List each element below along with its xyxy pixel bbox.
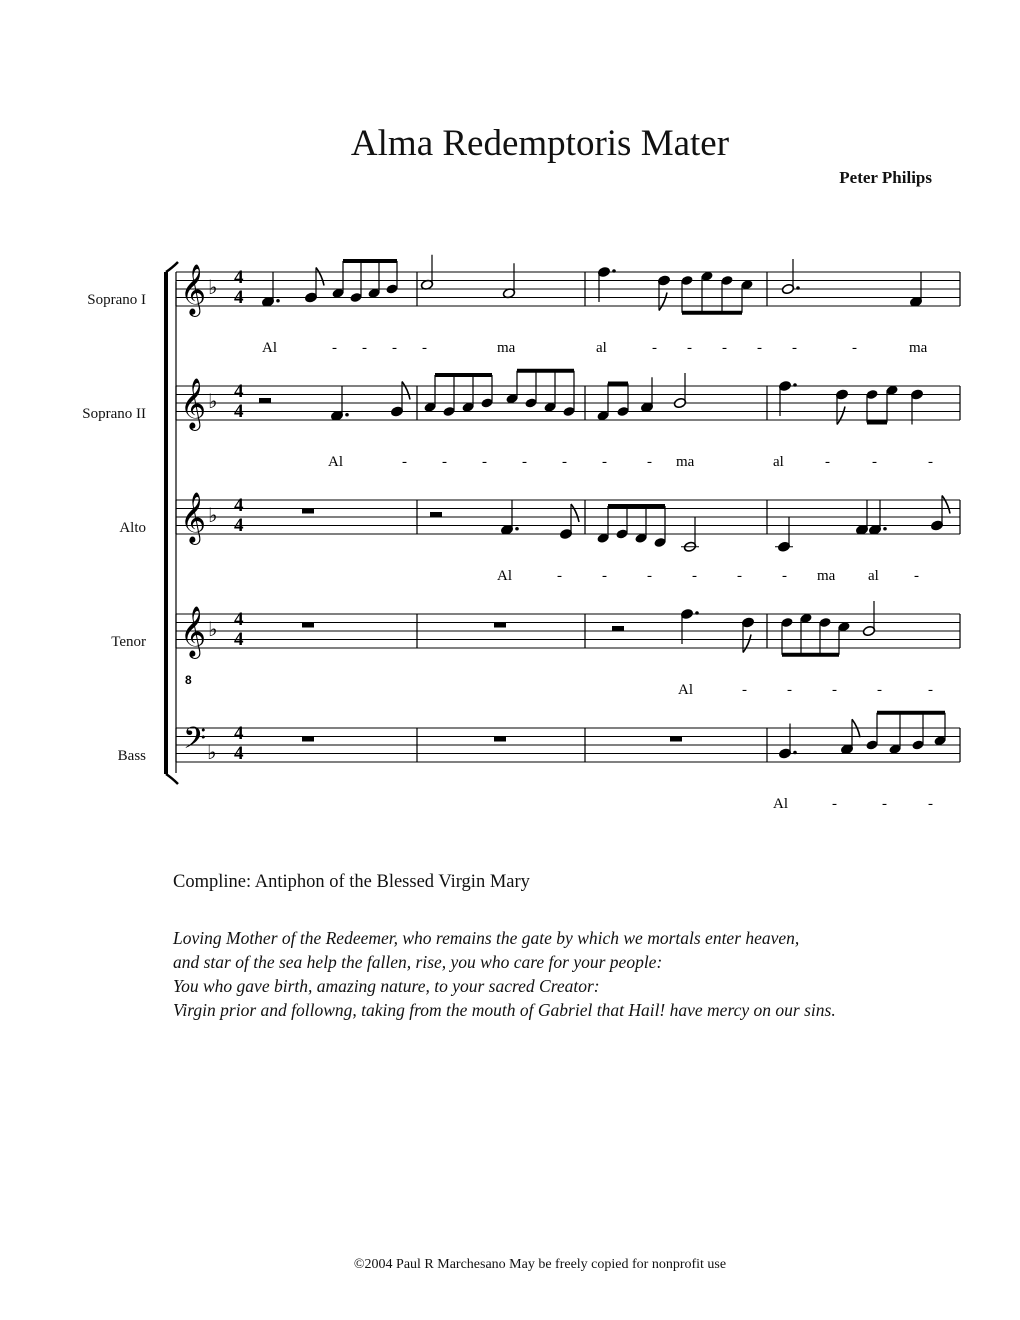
lyric: - [562, 454, 567, 470]
staff [176, 378, 960, 431]
lyric: - [877, 682, 882, 698]
half-rest [259, 398, 271, 403]
flag [942, 496, 950, 514]
key-flat-icon: ♭ [207, 740, 217, 764]
time-signatures [234, 267, 244, 764]
half-rest [430, 512, 442, 517]
lyric: - [792, 340, 797, 356]
staff [176, 722, 960, 764]
staff [176, 264, 960, 317]
lyric: - [557, 568, 562, 584]
lyric: - [737, 568, 742, 584]
key-flat-icon: ♭ [208, 389, 218, 413]
lyric: - [882, 796, 887, 812]
treble-clef-icon: 𝄞 [180, 264, 207, 315]
lyric: - [692, 568, 697, 584]
translation-line: You who gave birth, amazing nature, to your sacred Creator: [173, 976, 600, 996]
lyric: Al [773, 796, 788, 812]
lyric: ma [676, 454, 695, 470]
lyrics-alto [497, 568, 919, 584]
lyric: Al [497, 568, 512, 584]
treble-clef-icon: 𝄞 [180, 606, 207, 657]
lyric: - [742, 682, 747, 698]
lyric: - [757, 340, 762, 356]
lyric: - [722, 340, 727, 356]
time-sig-top: 4 [234, 267, 244, 288]
lyric: - [422, 340, 427, 356]
notes [259, 255, 950, 759]
lyric: - [602, 568, 607, 584]
lyric: - [787, 682, 792, 698]
copyright-notice: ©2004 Paul R Marchesano May be freely copied for nonprofit use [353, 1257, 727, 1272]
time-sig-bottom: 4 [234, 287, 244, 308]
half-rest [612, 626, 624, 631]
lyric: - [832, 796, 837, 812]
time-sig-bottom: 4 [234, 401, 244, 422]
lyric: ma [497, 340, 516, 356]
whole-rest [494, 623, 506, 628]
key-flat-icon: ♭ [208, 617, 218, 641]
time-sig-top: 4 [234, 381, 244, 402]
staves [176, 264, 960, 764]
staff [176, 606, 960, 659]
time-sig-top: 4 [234, 609, 244, 630]
whole-rest [302, 623, 314, 628]
lyric: - [928, 682, 933, 698]
lyrics-bass [773, 796, 933, 812]
lyric: Al [328, 454, 343, 470]
whole-rest [494, 737, 506, 742]
lyric: - [402, 454, 407, 470]
lyric: - [482, 454, 487, 470]
part-label-alto: Alto [119, 520, 146, 536]
time-sig-top: 4 [234, 495, 244, 516]
time-sig-top: 4 [234, 723, 244, 744]
lyric: Al [262, 340, 277, 356]
part-label-soprano-1: Soprano I [87, 292, 146, 308]
treble-clef-icon: 𝄞 [180, 492, 207, 543]
part-label-bass: Bass [117, 748, 146, 764]
lyric: - [392, 340, 397, 356]
translation-line: Virgin prior and followng, taking from the mouth of Gabriel that Hail! have mercy on our sins. [173, 1000, 836, 1020]
translation [173, 926, 836, 1022]
lyric: - [687, 340, 692, 356]
flag [659, 293, 667, 311]
flag [316, 268, 324, 286]
whole-rest [670, 737, 682, 742]
bass-clef-icon: 𝄢 [183, 722, 207, 763]
time-sig-bottom: 4 [234, 515, 244, 536]
lyric: - [782, 568, 787, 584]
whole-rest [302, 737, 314, 742]
lyric: - [652, 340, 657, 356]
page-title: Alma Redemptoris Mater [350, 123, 730, 164]
flag [402, 382, 410, 400]
lyric: al [868, 568, 879, 584]
time-sig-bottom: 4 [234, 743, 244, 764]
flag [837, 407, 845, 425]
lyric: - [522, 454, 527, 470]
lyric: - [602, 454, 607, 470]
part-label-soprano-2: Soprano II [82, 406, 146, 422]
whole-rest [302, 509, 314, 514]
lyric: - [332, 340, 337, 356]
lyric: - [872, 454, 877, 470]
lyrics-soprano-1 [262, 340, 928, 356]
lyric: ma [817, 568, 836, 584]
flag [571, 504, 579, 522]
dot [793, 383, 797, 387]
dot [276, 299, 280, 303]
dot [612, 269, 616, 273]
lyrics-soprano-2 [328, 454, 933, 470]
dot [515, 527, 519, 531]
translation-line: Loving Mother of the Redeemer, who remains the gate by which we mortals enter heaven, [173, 928, 800, 948]
dot [695, 611, 699, 615]
lyric: - [362, 340, 367, 356]
part-label-tenor: Tenor [111, 634, 146, 650]
lyric: - [832, 682, 837, 698]
lyric: - [442, 454, 447, 470]
tenor-clef-octave-digit: 8 [185, 673, 192, 687]
lyric: al [596, 340, 607, 356]
key-flat-icon: ♭ [208, 275, 218, 299]
lyric: - [852, 340, 857, 356]
lyric: - [647, 568, 652, 584]
key-flat-icon: ♭ [208, 503, 218, 527]
lyric: al [773, 454, 784, 470]
lyric: - [914, 568, 919, 584]
lyric: - [825, 454, 830, 470]
time-sig-bottom: 4 [234, 629, 244, 650]
lyric: ma [909, 340, 928, 356]
dot [345, 413, 349, 417]
composer-name: Peter Philips [839, 168, 932, 187]
caption: Compline: Antiphon of the Blessed Virgin Mary [173, 872, 530, 892]
translation-line: and star of the sea help the fallen, rise, you who care for your people: [173, 952, 663, 972]
lyric: - [928, 454, 933, 470]
lyric: Al [678, 682, 693, 698]
dot [793, 751, 797, 755]
lyric: - [647, 454, 652, 470]
dot [883, 527, 887, 531]
dot [796, 286, 800, 290]
lyrics-tenor [678, 682, 933, 698]
lyric: - [928, 796, 933, 812]
flag [743, 635, 751, 653]
treble-clef-icon: 𝄞 [180, 378, 207, 429]
